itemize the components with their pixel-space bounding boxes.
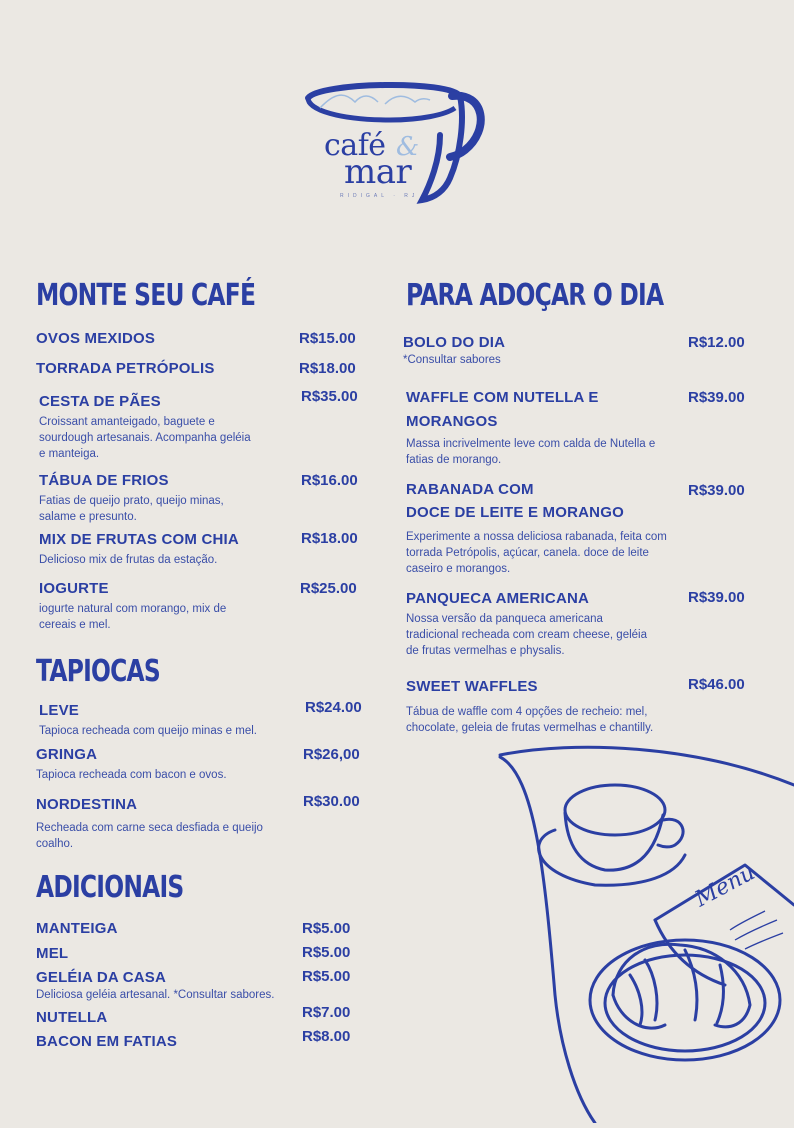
menu-item-description: Delicioso mix de frutas da estação.	[39, 554, 218, 566]
logo-cafe-text: café	[324, 128, 386, 163]
menu-item-price: R$24.00	[305, 699, 362, 716]
menu-item-name: MIX DE FRUTAS COM CHIA	[39, 531, 239, 548]
menu-item-name: MANTEIGA	[36, 920, 118, 937]
menu-item-price: R$39.00	[688, 589, 745, 606]
menu-item-price: R$5.00	[302, 944, 351, 961]
menu-item-description: iogurte natural com morango, mix de cereais e mel.	[39, 603, 227, 631]
breakfast-illustration	[495, 735, 794, 1123]
menu-item-name: TORRADA PETRÓPOLIS	[36, 360, 215, 377]
menu-item-name: CESTA DE PÃES	[39, 393, 161, 410]
menu-item-description: Fatias de queijo prato, queijo minas, salame e presunto.	[39, 495, 224, 523]
menu-item-description: Nossa versão da panqueca americana tradicional recheada com cream cheese, geléia de frutas vermelhas e physalis.	[406, 613, 647, 657]
menu-item-price: R$18.00	[301, 530, 358, 547]
menu-item-name: SWEET WAFFLES	[406, 678, 538, 695]
menu-item-price: R$39.00	[688, 482, 745, 499]
table-sketch-icon	[495, 735, 794, 1123]
menu-item-price: R$39.00	[688, 389, 745, 406]
logo	[300, 80, 500, 210]
menu-item-description: Recheada com carne seca desfiada e queijo coalho.	[36, 822, 263, 850]
menu-item-name: RABANADA COM	[406, 481, 534, 498]
menu-item-name-line2: DOCE DE LEITE E MORANGO	[406, 504, 624, 521]
menu-item-price: R$46.00	[688, 676, 745, 693]
menu-item-description: Massa incrivelmente leve com calda de Nutella e fatias de morango.	[406, 438, 656, 466]
menu-item-price: R$15.00	[299, 330, 356, 347]
section-title-tapiocas: TAPIOCAS	[36, 654, 160, 689]
menu-item-name: NORDESTINA	[36, 796, 138, 813]
logo-ampersand: &	[396, 132, 420, 162]
menu-item-price: R$16.00	[301, 472, 358, 489]
menu-item-name: GRINGA	[36, 746, 98, 763]
menu-item-name: BOLO DO DIA	[403, 334, 506, 351]
menu-item-name: PANQUECA AMERICANA	[406, 590, 590, 607]
menu-item-price: R$25.00	[300, 580, 357, 597]
logo-subtitle: RIDIGAL · RJ	[340, 193, 419, 199]
menu-item-name: LEVE	[39, 702, 79, 719]
menu-item-name: NUTELLA	[36, 1009, 108, 1026]
menu-item-price: R$5.00	[302, 968, 351, 985]
section-title-para-adocar-o-dia: PARA ADOÇAR O DIA	[406, 278, 664, 313]
menu-item-price: R$26,00	[303, 746, 360, 763]
menu-item-price: R$7.00	[302, 1004, 351, 1021]
menu-item-description: Croissant amanteigado, baguete e sourdough artesanais. Acompanha geléia e manteiga.	[39, 416, 251, 460]
menu-item-description: Tábua de waffle com 4 opções de recheio: mel, chocolate, geleia de frutas vermelhas e chantilly.	[406, 706, 654, 734]
menu-item-price: R$8.00	[302, 1028, 351, 1045]
menu-item-name: WAFFLE COM NUTELLA E	[406, 389, 599, 406]
menu-item-price: R$18.00	[299, 360, 356, 377]
menu-item-price: R$12.00	[688, 334, 745, 351]
menu-item-name: GELÉIA DA CASA	[36, 969, 167, 986]
menu-item-description: *Consultar sabores	[403, 354, 501, 366]
menu-item-description: Tapioca recheada com queijo minas e mel.	[39, 725, 257, 737]
menu-item-price: R$35.00	[301, 388, 358, 405]
menu-item-price: R$5.00	[302, 920, 351, 937]
menu-item-name: BACON EM FATIAS	[36, 1033, 178, 1050]
menu-word: Menu	[691, 860, 760, 913]
section-title-adicionais: ADICIONAIS	[36, 870, 184, 905]
menu-item-description: Experimente a nossa deliciosa rabanada, feita com torrada Petrópolis, açúcar, canela. doce de leite caseiro e morangos.	[406, 531, 667, 575]
menu-item-name: MEL	[36, 945, 69, 962]
menu-item-description: Deliciosa geléia artesanal. *Consultar sabores.	[36, 989, 275, 1001]
menu-item-description: Tapioca recheada com bacon e ovos.	[36, 769, 227, 781]
menu-item-name: IOGURTE	[39, 580, 109, 597]
menu-item-price: R$30.00	[303, 793, 360, 810]
menu-item-name: OVOS MEXIDOS	[36, 330, 156, 347]
menu-item-name-line2: MORANGOS	[406, 413, 498, 430]
section-title-monte-seu-cafe: MONTE SEU CAFÉ	[36, 278, 256, 313]
menu-item-name: TÁBUA DE FRIOS	[39, 472, 169, 489]
logo-mar-text: mar	[344, 152, 412, 192]
